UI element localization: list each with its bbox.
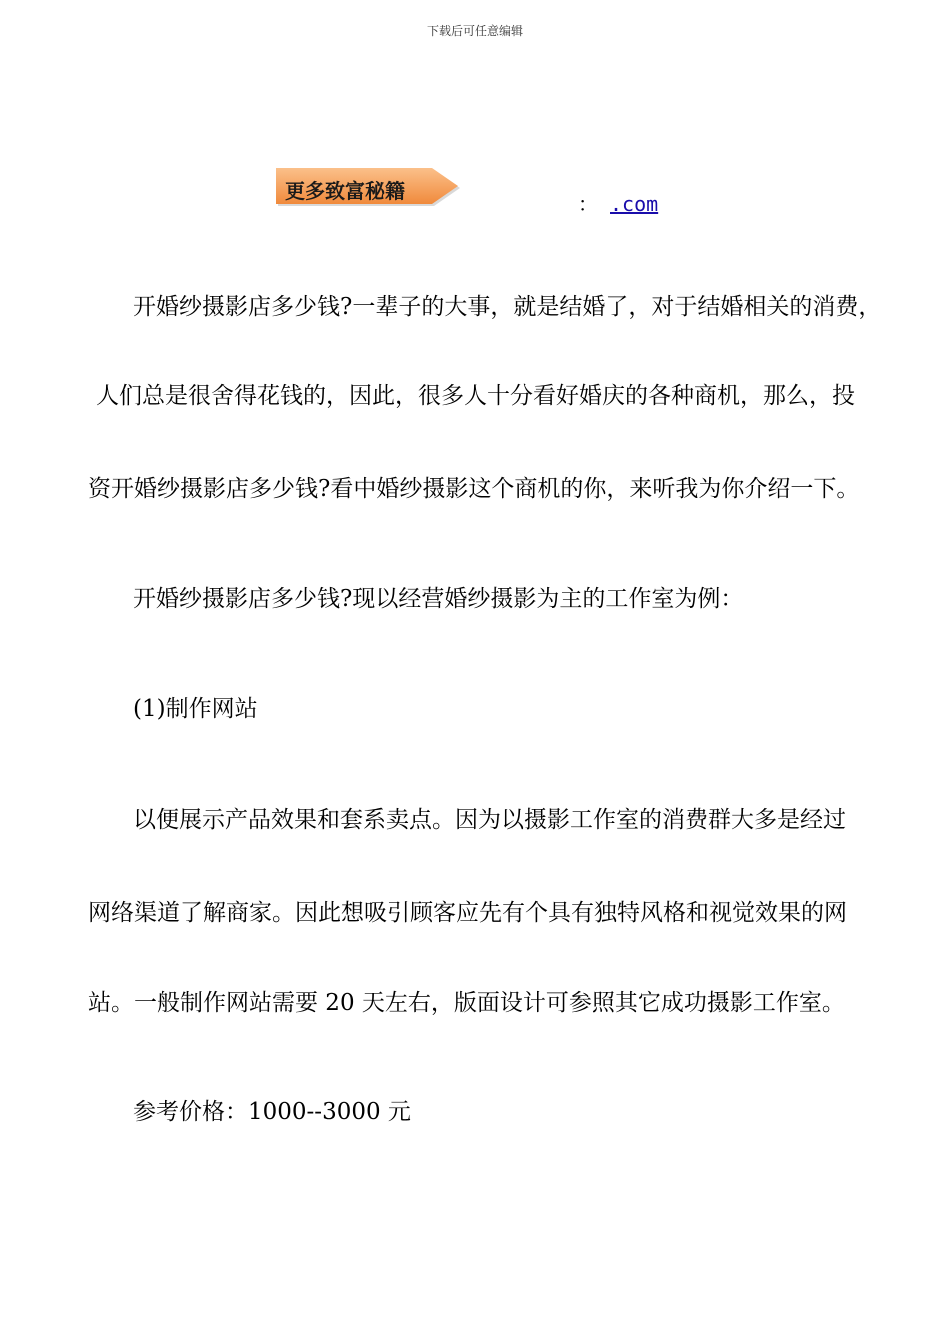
paragraph-4-line-1: 以便展示产品效果和套系卖点。因为以摄影工作室的消费群大多是经过 bbox=[133, 807, 846, 833]
section-heading-website: (1)制作网站 bbox=[133, 696, 258, 722]
paragraph-1-line-1: 开婚纱摄影店多少钱?一辈子的大事，就是结婚了，对于结婚相关的消费， bbox=[133, 294, 882, 320]
link-colon: ： bbox=[578, 192, 598, 216]
header-note: 下载后可任意编辑 bbox=[426, 24, 523, 38]
reference-price: 参考价格：1000--3000 元 bbox=[133, 1099, 411, 1125]
paragraph-2: 开婚纱摄影店多少钱?现以经营婚纱摄影为主的工作室为例： bbox=[133, 586, 744, 612]
paragraph-4-line-3: 站。一般制作网站需要 20 天左右，版面设计可参照其它成功摄影工作室。 bbox=[88, 990, 845, 1016]
paragraph-1-line-2: 人们总是很舍得花钱的，因此，很多人十分看好婚庆的各种商机，那么，投 bbox=[96, 383, 855, 409]
promo-banner[interactable] bbox=[276, 168, 462, 208]
paragraph-4-line-2: 网络渠道了解商家。因此想吸引顾客应先有个具有独特风格和视觉效果的网 bbox=[88, 900, 847, 926]
site-link[interactable]: .com bbox=[610, 192, 659, 216]
banner-label: 更多致富秘籍 bbox=[285, 179, 405, 203]
link-line bbox=[578, 188, 658, 217]
paragraph-1-line-3: 资开婚纱摄影店多少钱?看中婚纱摄影这个商机的你，来听我为你介绍一下。 bbox=[88, 476, 860, 502]
